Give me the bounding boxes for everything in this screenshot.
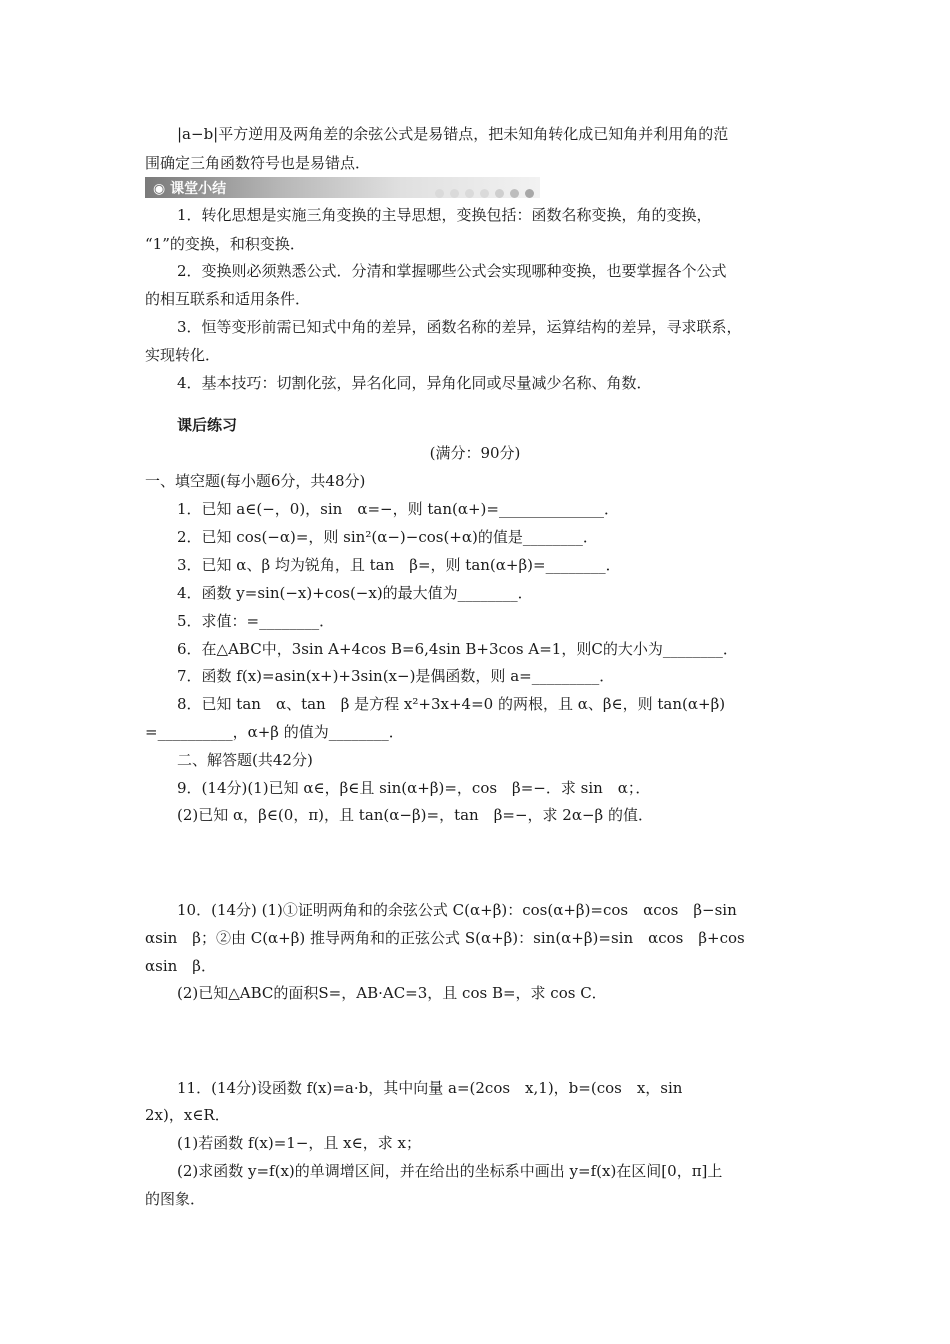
- text-line: =__________，α+β 的值为________．: [145, 723, 404, 741]
- text-line: αsin β．: [145, 957, 216, 975]
- text-line: (2)求函数 y=f(x)的单调增区间，并在给出的坐标系中画出 y=f(x)在区间[0，π]上: [177, 1162, 723, 1180]
- text-line: 3．恒等变形前需已知式中角的差异，函数名称的差异，运算结构的差异，寻求联系，: [177, 318, 742, 336]
- text-line: (2)已知△ABC的面积S=，AB·AC=3，且 cos B=，求 cos C．: [177, 984, 607, 1002]
- text-line: 的图象．: [145, 1190, 206, 1208]
- text-line: 3．已知 α、β 均为锐角，且 tan β=，则 tan(α+β)=________．: [177, 556, 621, 574]
- text-line: 课后练习: [177, 416, 238, 434]
- text-line: (1)若函数 f(x)=1−，且 x∈，求 x；: [177, 1134, 421, 1152]
- text-line: 围确定三角函数符号也是易错点．: [145, 154, 371, 172]
- text-line: 2．已知 cos(−α)=，则 sin²(α−)−cos(+α)的值是________．: [177, 528, 598, 546]
- text-line: 11．(14分)设函数 f(x)=a·b，其中向量 a=(2cos x,1)，b=(cos x，sin: [177, 1079, 683, 1097]
- text-line: |a−b|平方逆用及两角差的余弦公式是易错点，把未知角转化成已知角并利用角的范: [177, 125, 729, 143]
- text-line: 8．已知 tan α、tan β 是方程 x²+3x+4=0 的两根，且 α、β∈，则 tan(α+β): [177, 695, 726, 713]
- text-line: 实现转化．: [145, 346, 221, 364]
- text-line: 6．在△ABC中，3sin A+4cos B=6,4sin B+3cos A=1，则C的大小为________．: [177, 640, 738, 658]
- text-line: αsin β；②由 C(α+β) 推导两角和的正弦公式 S(α+β)：sin(α+β)=sin αcos β+cos: [145, 929, 745, 947]
- text-line: 4．函数 y=sin(−x)+cos(−x)的最大值为________．: [177, 584, 533, 602]
- text-line: 10．(14分) (1)①证明两角和的余弦公式 C(α+β)：cos(α+β)=cos αcos β−sin: [177, 901, 737, 919]
- text-line: 4．基本技巧：切割化弦，异名化同，异角化同或尽量减少名称、角数．: [177, 374, 652, 392]
- text-line: 5．求值：=________．: [177, 612, 335, 630]
- text-line: 7．函数 f(x)=asin(x+)+3sin(x−)是偶函数，则 a=_________．: [177, 667, 615, 685]
- text-line: 2．变换则必须熟悉公式．分清和掌握哪些公式会实现哪种变换，也要掌握各个公式: [177, 262, 727, 280]
- text-line: 一、填空题(每小题6分，共48分): [145, 472, 366, 490]
- section-banner: [145, 177, 540, 198]
- text-line: “1”的变换，和积变换．: [145, 235, 305, 253]
- text-line: 1．已知 a∈(−，0)，sin α=−，则 tan(α+)=______________．: [177, 500, 619, 518]
- text-line: (2)已知 α，β∈(0，π)，且 tan(α−β)=，tan β=−，求 2α−β 的值．: [177, 806, 653, 824]
- decorative-dots: [429, 183, 534, 202]
- text-line: 9．(14分)(1)已知 α∈，β∈且 sin(α+β)=，cos β=−．求 sin α；．: [177, 779, 651, 797]
- text-line: 的相互联系和适用条件．: [145, 290, 311, 308]
- section-title: ◉ 课堂小结: [153, 181, 227, 197]
- text-line: 2x)，x∈R．: [145, 1106, 230, 1124]
- text-line: (满分：90分): [429, 444, 521, 462]
- text-line: 二、解答题(共42分): [177, 751, 313, 769]
- text-line: 1．转化思想是实施三角变换的主导思想，变换包括：函数名称变换，角的变换，: [177, 206, 712, 224]
